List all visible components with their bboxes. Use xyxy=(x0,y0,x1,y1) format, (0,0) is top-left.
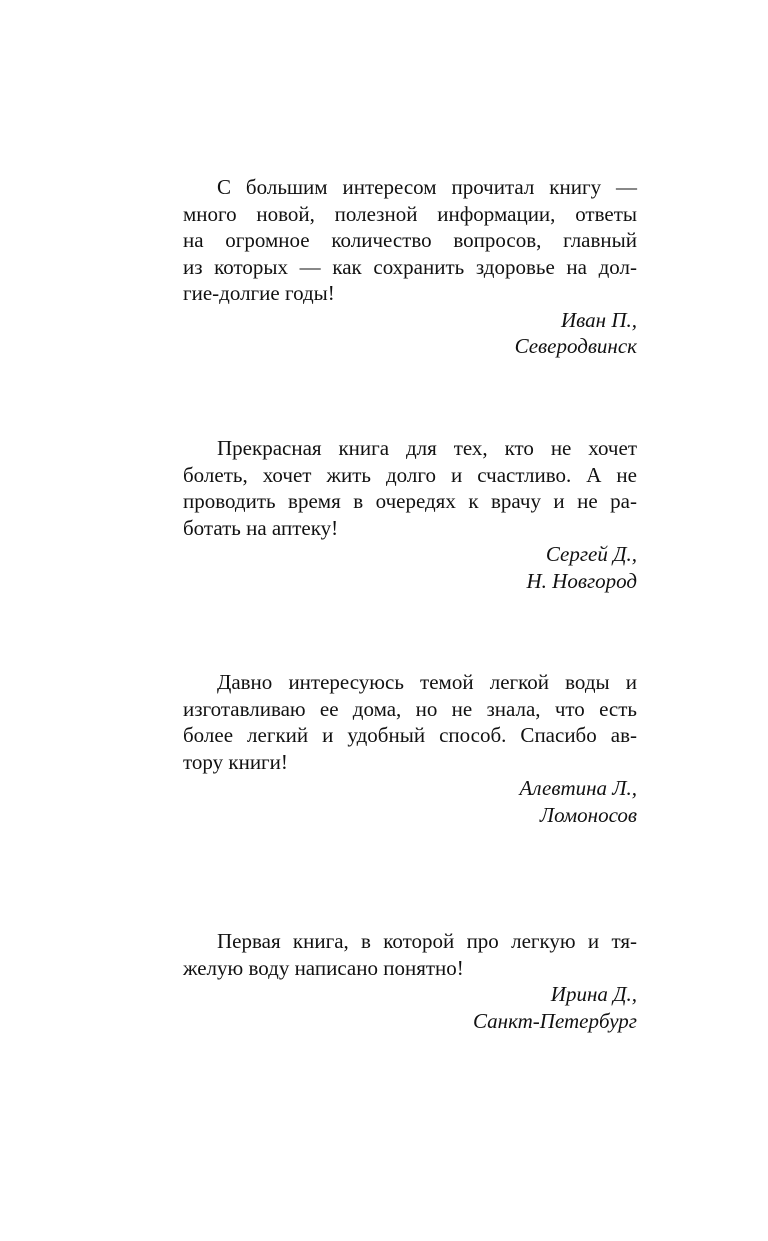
review-text-line: тору книги! xyxy=(183,749,288,774)
review-text-line: проводить время в очередях к врачу и не ра- xyxy=(183,489,637,513)
review-text-line: Первая книга, в которой про легкую и тя- xyxy=(217,929,637,953)
review-text-line: более легкий и удобный способ. Спасибо ав- xyxy=(183,723,637,747)
review xyxy=(183,174,637,360)
review-text-line: Прекрасная книга для тех, кто не хочет xyxy=(217,436,637,460)
review xyxy=(183,928,637,1034)
review-text-line: много новой, полезной информации, ответы xyxy=(183,201,637,226)
review-text-line: на огромное количество вопросов, главный xyxy=(183,228,637,252)
review xyxy=(183,435,637,594)
review-text-line: желую воду написано понятно! xyxy=(183,955,464,980)
review-city: Санкт-Петербург xyxy=(473,1008,637,1033)
review-author: Иван П., xyxy=(561,307,637,332)
review xyxy=(183,669,637,828)
review-city: Северодвинск xyxy=(514,334,637,358)
review-city: Ломоносов xyxy=(539,802,637,827)
review-text-line: гие-долгие годы! xyxy=(183,281,335,305)
review-text-line: ботать на аптеку! xyxy=(183,515,339,540)
review-text-line: изготавливаю ее дома, но не знала, что есть xyxy=(183,696,637,721)
review-text-line: из которых — как сохранить здоровье на дол- xyxy=(183,254,637,279)
review-author: Ирина Д., xyxy=(550,982,637,1006)
review-text-line: болеть, хочет жить долго и счастливо. А не xyxy=(183,462,637,487)
review-author: Алевтина Л., xyxy=(519,776,637,800)
review-text-line: С большим интересом прочитал книгу — xyxy=(217,175,637,199)
review-city: Н. Новгород xyxy=(526,568,637,593)
review-author: Сергей Д., xyxy=(545,542,637,566)
review-text-line: Давно интересуюсь темой легкой воды и xyxy=(217,670,637,694)
